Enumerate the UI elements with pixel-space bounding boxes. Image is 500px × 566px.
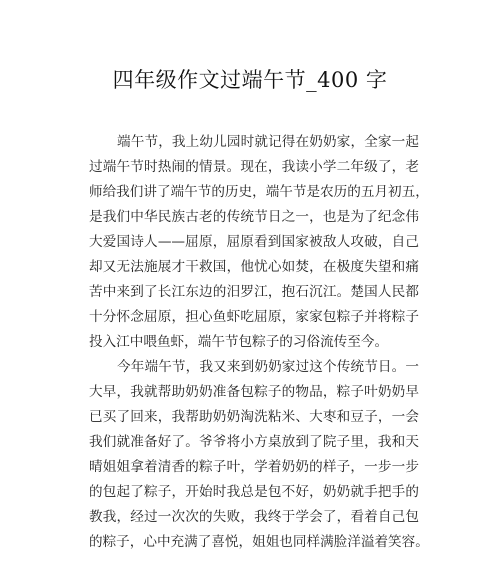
paragraph-2-line-7: 教我，经过一次次的失败，我终于学会了，看着自己包 [89,509,419,525]
paragraph-2-line-6: 的包起了粽子，开始时我总是包不好，奶奶就手把手的 [89,484,419,500]
paragraph-1-line-9: 投入江中喂鱼虾，端午节包粽子的习俗流传至今。 [89,334,389,350]
document-title: 四年级作文过端午节_400 字 [112,68,388,92]
paragraph-1-line-4: 是我们中华民族古老的传统节日之一，也是为了纪念伟 [89,209,419,225]
paragraph-1-line-5: 大爱国诗人——屈原，屈原看到国家被敌人攻破，自己 [89,234,419,250]
document-body [89,130,429,555]
paragraph-2-line-3: 已买了回来，我帮助奶奶淘洗粘米、大枣和豆子，一会 [89,409,419,425]
paragraph-2-line-2: 大早，我就帮助奶奶准备包粽子的物品，粽子叶奶奶早 [89,384,419,400]
paragraph-2-line-1: 今年端午节，我又来到奶奶家过这个传统节日。一 [117,359,419,375]
paragraph-2-line-5: 晴姐姐拿着清香的粽子叶，学着奶奶的样子，一步一步 [89,459,419,475]
paragraph-2-line-8: 的粽子，心中充满了喜悦，姐姐也同样满脸洋溢着笑容。 [89,534,429,550]
paragraph-1-line-2: 过端午节时热闹的情景。现在，我读小学二年级了，老 [89,159,419,175]
paragraph-1-line-1: 端午节，我上幼儿园时就记得在奶奶家，全家一起 [117,134,419,150]
paragraph-1-line-8: 十分怀念屈原，担心鱼虾吃屈原，家家包粽子并将粽子 [89,309,419,325]
paragraph-1-line-7: 苦中来到了长江东边的汨罗江，抱石沉江。楚国人民都 [89,284,419,300]
paragraph-2-line-4: 我们就准备好了。爷爷将小方桌放到了院子里，我和天 [89,434,419,450]
paragraph-1-line-6: 却又无法施展才干救国，他忧心如焚，在极度失望和痛 [89,259,419,275]
paragraph-1-line-3: 师给我们讲了端午节的历史，端午节是农历的五月初五， [89,184,429,200]
